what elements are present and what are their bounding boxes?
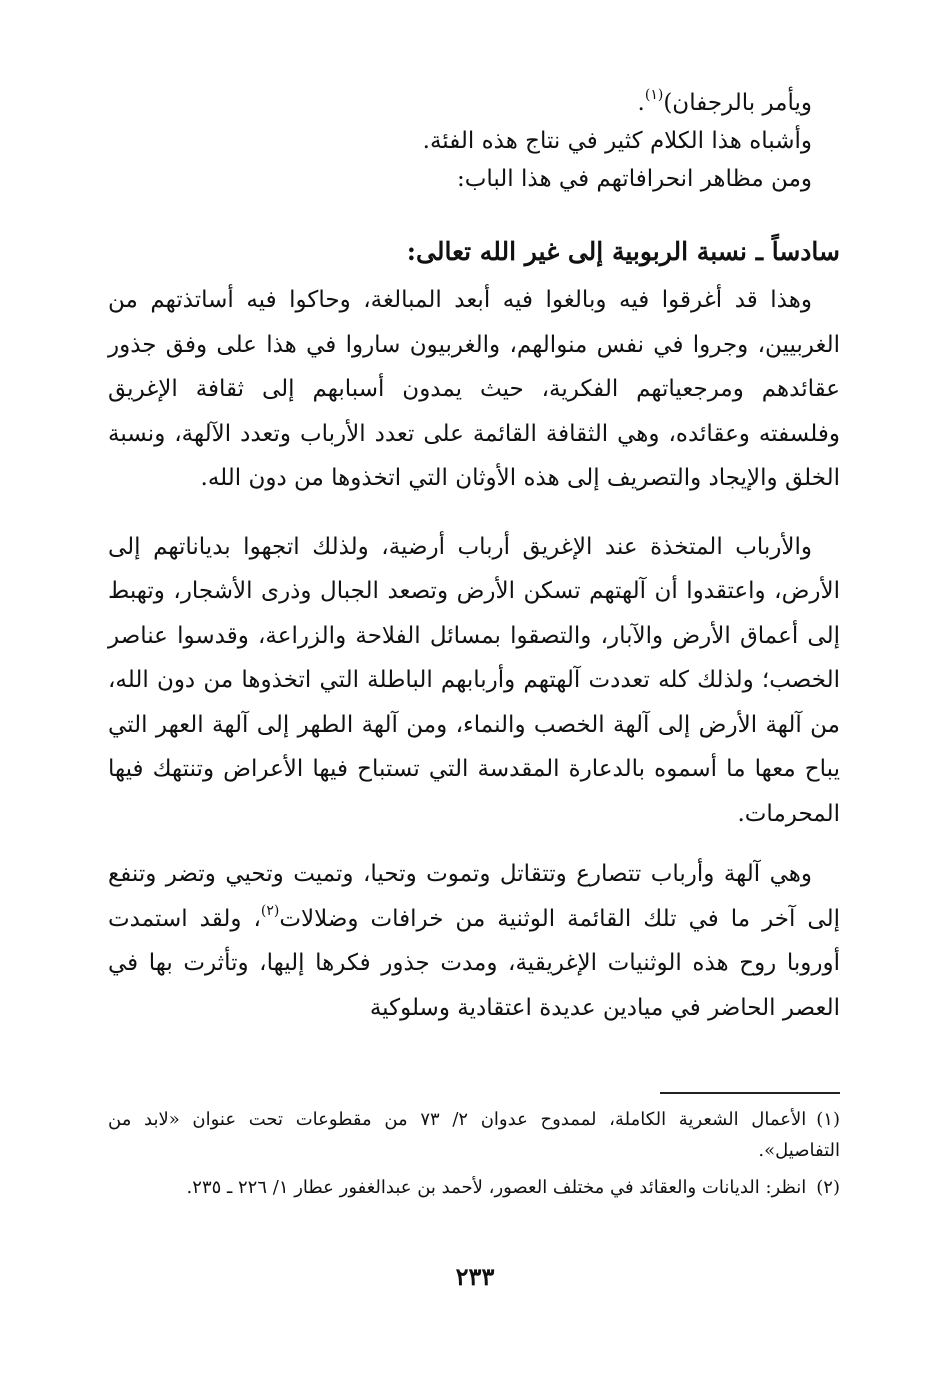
footnote-divider bbox=[660, 1092, 840, 1094]
paragraph-3-part-2: ، ولقد استمدت أوروبا روح هذه الوثنيات الإغريقية، ومدت جذور فكرها إليها، وتأثرت بها في العصر الحاضر في ميادين عديدة اعتقادية وسلوكية bbox=[108, 905, 840, 1021]
footnote-text-1: الأعمال الشعرية الكاملة، لممدوح عدوان ٢/ ٧٣ من مقطوعات تحت عنوان «لابد من التفاصيل». bbox=[108, 1109, 840, 1161]
footnote-text-2: انظر: الديانات والعقائد في مختلف العصور، لأحمد بن عبدالغفور عطار ١/ ٢٢٦ ـ ٢٣٥. bbox=[186, 1177, 807, 1198]
verse-line bbox=[108, 84, 840, 122]
intro-line: وأشباه هذا الكلام كثير في نتاج هذه الفئة. bbox=[422, 128, 812, 154]
page-number: ٢٣٣ bbox=[455, 1262, 495, 1291]
section-heading: سادساً ـ نسبة الربوبية إلى غير الله تعالى: bbox=[406, 237, 840, 266]
verse-line-text: ويأمر بالرجفان) bbox=[663, 90, 812, 116]
footnote-2 bbox=[108, 1172, 840, 1203]
verse-line-end: . bbox=[637, 90, 645, 116]
footnote-1 bbox=[108, 1104, 840, 1166]
main-text bbox=[108, 84, 840, 1030]
paragraph-3-part-1: وهي آلهة وأرباب تتصارع وتتقاتل وتموت وتحيا، وتميت وتحيي وتضر وتنفع إلى آخر ما في تلك القائمة الوثنية من خرافات وضلالات bbox=[108, 861, 840, 932]
footnote-number-1: (١) bbox=[816, 1109, 840, 1130]
intro-line-2: ومن مظاهر انحرافاتهم في هذا الباب: bbox=[456, 166, 812, 192]
paragraph-1: وهذا قد أغرقوا فيه وبالغوا فيه أبعد المبالغة، وحاكوا فيه أساتذتهم من الغربيين، وجروا في نفس منوالهم، والغربيون ساروا في هذا على وفق جذور عقائدهم ومرجعياتهم الفكرية، حيث يمدون أسبابهم إلى ثقافة الإغريق وفلسفته وعقائده، وهي الثقافة القائمة على تعدد الأرباب وتعدد الآلهة، ونسبة الخلق والإيجاد والتصريف إلى هذه الأوثان التي اتخذوها من دون الله. bbox=[108, 287, 840, 491]
footnotes bbox=[108, 1104, 840, 1209]
footnote-ref-1[interactable]: (١) bbox=[644, 87, 664, 104]
paragraph-3 bbox=[108, 852, 840, 1030]
footnote-number-2: (٢) bbox=[816, 1177, 840, 1198]
paragraph-2: والأرباب المتخذة عند الإغريق أرباب أرضية، ولذلك اتجهوا بدياناتهم إلى الأرض، واعتقدوا أن آلهتهم تسكن الأرض وتصعد الجبال وذرى الأشجار، وتهبط إلى أعماق الأرض والآبار، والتصقوا بمسائل الفلاحة والزراعة، وقدسوا عناصر الخصب؛ ولذلك كله تعددت آلهتهم وأربابهم الباطلة التي اتخذوها من دون الله، من آلهة الأرض إلى آلهة الخصب والنماء، ومن آلهة الطهر إلى آلهة العهر التي يباح معها ما أسموه بالدعارة المقدسة التي تستباح فيها الأعراض وتنتهك فيها المحرمات. bbox=[108, 533, 840, 827]
footnote-ref-2[interactable]: (٢) bbox=[260, 902, 280, 919]
